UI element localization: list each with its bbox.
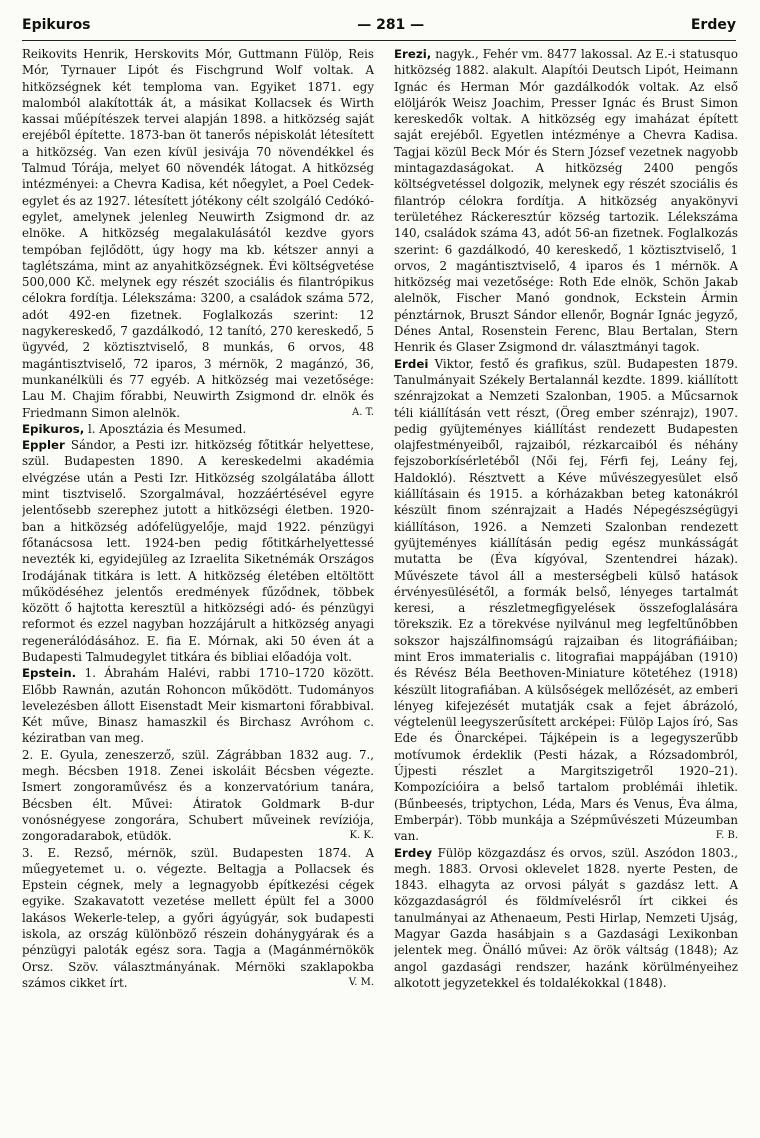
author-signature: A. T. [352, 406, 374, 418]
entry-paragraph: Erdey Fülöp közgazdász és orvos, szül. Aszódon 1803., megh. 1883. Orvosi oklevelet 1828. nyerte Pesten, de 1843. elhagyta az orvosi pályát s gazdász lett. A közgazdaságról és földmívelésről írt cikkei és tanulmányai az Athenaeum, Pesti Hirlap, Nemzeti Ujság, Magyar Gazda hasábjain s a Gazdasági Lexikonban jelentek meg. Önálló művei: Az örök váltság (1848); Az angol gazdasági rendszer, hazánk körülményeihez alkotott jegyzetekkel és toldalékokkal (1848). [394, 845, 738, 990]
entry-headword: Erezi, [394, 47, 432, 61]
entry-headword: Erdey [394, 845, 433, 860]
author-signature: K. K. [349, 830, 374, 842]
right-column [394, 46, 738, 1126]
entry-headword: Epikuros, [22, 421, 85, 436]
entry-paragraph: 2. E. Gyula, zeneszerző, szül. Zágrábban 1832 aug. 7., megh. Bécsben 1918. Zenei iskoláit Bécsben végezte. Ismert zongoraművész és a konzervatórium tanára, Bécsben élt. Művei: Átiratok Goldmark B-dur vonósnégyese zongorára, Schubert műveinek revíziója, zongoradarabok, etüdök. K. K. [22, 747, 374, 844]
entry-paragraph: Eppler Sándor, a Pesti izr. hitközség főtitkár helyettese, szül. Budapesten 1890. A kereskedelmi akadémia elvégzése után a Pesti Izr. Hitközség szolgálatába állott mint tisztviselő. Szorgalmával, hozzáértésével egyre jelentősebb szerephez jutott a hitközségi életben. 1920-ban a hitközség adófelügyelője, majd 1922. pénzügyi főtanácsosa lett. 1924-ben pedig főtitkárhelyettessé nevezték ki, egyidejüleg az Izraelita Siketnémák Országos Irodájának titkára is lett. A hitközség életében eltöltött működéséhez jelentős eredmények fűződnek, többek között ő hajtotta keresztül a hitközségi adó- és pénzügyi reformot és ezzel nagyban hozzájárult a hitközség anyagi regenerálódásához. E. fia E. Mórnak, aki 50 éven át a Budapesti Talmudegylet titkára és bibliai előadója volt. [22, 438, 374, 664]
header-rule [22, 40, 736, 41]
entry-paragraph: Erdei Viktor, festő és grafikus, szül. Budapesten 1879. Tanulmányait Székely Bertalannál kezdte. 1899. kiállított szénrajzokat a Nemzeti Szalonban, 1905. a Műcsarnok téli kiállításán vett részt, (Öreg ember szénrajz), 1907. pedig gyüjteményes kiállítást rendezett Budapesten olajfestményeiből, rajzaiból, rézkarcaiból és néhány fejszoborkísérletéből (Női fej, Férfi fej, Leány fej, Haldokló). Résztvett a Kéve művészegyesület első kiállításain és 1915. a kórházakban beteg katonákról készült finom szénrajzait a Hadés Népegészségügyi kiállításon, 1926. a Nemzeti Szalonban rendezett gyüjteményes kiállításán pedig egész munkásságát mutatta be (Éva kígyóval, Szentendrei házak). Művészete távol áll a mesterségbeli külső hatások érvényesülésétől, a formák belső, lényeges tartalmát keresi, a részletmegfigyelések összefoglalására törekszik. Ez a törekvése nyilvánul meg legfeltűnőbben sokszor hajszálfinomságú rajzaiban és litográfiáiban; mint Eros immaterialis c. litografiai mappájában (1910) és Révész Béla Beethoven-Miniature kötetéhez (1918) készült litografiában. A külsőségek mellőzését, az emberi lényeg kifejezését mutatják csak a fejet ábrázoló, végtelenül leegyszerűsített arcképei: Fülöp Lajos író, Sas Ede és Önarcképei. Tájképein is a legegyszerűbb motívumok érdeklik (Pesti házak, a Rózsadombról, Újpesti részlet a Margitszigetről 1920–21). Kompozícióira a belső tartalom problémái ihletik. (Bűnbeesés, triptychon, Léda, Mars és Venus, Éva álma, Emberpár). Több munkája a Szépművészeti Múzeumban van. F. B. [394, 356, 738, 844]
author-signature: F. B. [715, 830, 738, 842]
entry-headword: Eppler [22, 438, 65, 453]
left-column [22, 46, 374, 1126]
page-number: — 281 — [357, 17, 425, 33]
entry-headword: Epstein. [22, 666, 77, 681]
entry-paragraph: Epikuros, l. Aposztázia és Mesumed. [22, 421, 247, 436]
entry-paragraph: 3. E. Rezső, mérnök, szül. Budapesten 1874. A műegyetemet u. o. végezte. Beltagja a Pollacsek és Epstein cégnek, mely a legnagyobb építkezési cégek egyike. Szakavatott vezetése mellett épült fel a 3000 lakásos Wekerle-telep, a győri ágyúgyár, sok budapesti iskola, az ország különböző részein dohánygyárak és a pénzügyi paloták egész sora. Tagja a (Magánmérnökök Orsz. Szöv. választmányának. Mérnöki szaklapokba számos cikket írt. V. M. [22, 845, 374, 990]
running-header [22, 14, 736, 36]
header-left-word: Epikuros [22, 17, 91, 33]
author-signature: V. M. [348, 976, 374, 988]
entry-paragraph: Reikovits Henrik, Herskovits Mór, Guttmann Fülöp, Reis Mór, Tyrnauer Lipót és Fischgrund Wolf voltak. A hitközségnek két temploma van. Egyiket 1871. egy malomból alakították át, a másikat Kollacsek és Wirth kassai műépítészek tervei alapján 1898. a hitközség saját erejéből építette. 1873-ban öt tanerős népiskolát létesített a hitközség. Van ezen kívül jesivája 70 növendékkel és Talmud Tórája, melyet 60 növendék látogat. A hitközség intézményei: a Chevra Kadisa, két nőegylet, a Poel Cedek-egylet és az 1927. létesített jótékony célt szolgáló Cedókó-egylet, amelynek jelenleg Neuwirth Zsigmond dr. az elnöke. A hitközség megalakulásától kezdve gyors tempóban fejlődött, úgy hogy ma kb. kétszer annyi a taglétszáma, mint az anyahitközségnek. Évi költségvetése 500,000 Kč. melynek egy részét szociális és filantrópikus célokra fordítja. Lélekszáma: 3200, a családok száma 572, adót 492-en fizetnek. Foglalkozás szerint: 12 nagykereskedő, 7 gazdálkodó, 12 tanító, 270 kereskedő, 5 ügyvéd, 2 köztisztviselő, 8 munkás, 6 orvos, 48 magántisztviselő, 72 iparos, 3 mérnök, 2 magánzó, 36, munkanélküli és 77 egyéb. A hitközség mai vezetősége: Lau M. Chajim főrabbi, Neuwirth Zsigmond dr. elnök és Friedmann Simon alelnök. A. T. [22, 47, 374, 420]
header-right-word: Erdey [690, 17, 736, 33]
entry-paragraph: Erezi, nagyk., Fehér vm. 8477 lakossal. Az E.-i statusquo hitközség 1882. alakult. Alapítói Deutsch Lipót, Heimann Ignác és Herman Mór gazdálkodók voltak. Az első elöljárók Weisz Joachim, Presser Ignác és Brust Simon kereskedők voltak. A hitközség egy imaházat épített saját erejéből. Egyetlen intézménye a Chevra Kadisa. Tagjai közül Beck Mór és Stern József vezetnek nagyobb mintagazdaságokat. A hitközség 2400 pengős költségvetéssel dolgozik, melynek egy részét szociális és filantróp célokra fordítja. A hitközség anyakönyvi területéhez Ráckeresztúr község tartozik. Lélekszáma 140, családok száma 43, adót 56-an fizetnek. Foglalkozás szerint: 6 gazdálkodó, 40 kereskedő, 1 köztisztviselő, 1 orvos, 2 magántisztviselő, 4 iparos és 1 mérnök. A hitközség mai vezetősége: Roth Ede elnök, Schön Jakab alelnök, Fischer Manó gondnok, Eckstein Ármin pénztárnok, Bruszt Sándor ellenőr, Bognár Ignác jegyző, Dénes Antal, Rosenstein Ferenc, Blau Bertalan, Stern Henrik és Glaser Zsigmond dr. választmányi tagok. [394, 47, 738, 355]
entry-headword: Erdei [394, 356, 429, 371]
entry-paragraph: Epstein. 1. Ábrahám Halévi, rabbi 1710–1720 között. Előbb Rawnán, azután Rohoncon működött. Tudományos levelezésben állott Eisenstadt Meir kismartoni főrabbival. Két műve, Binasz hamaszkil és Birchasz Avróhom c. kéziratban van meg. [22, 666, 374, 746]
